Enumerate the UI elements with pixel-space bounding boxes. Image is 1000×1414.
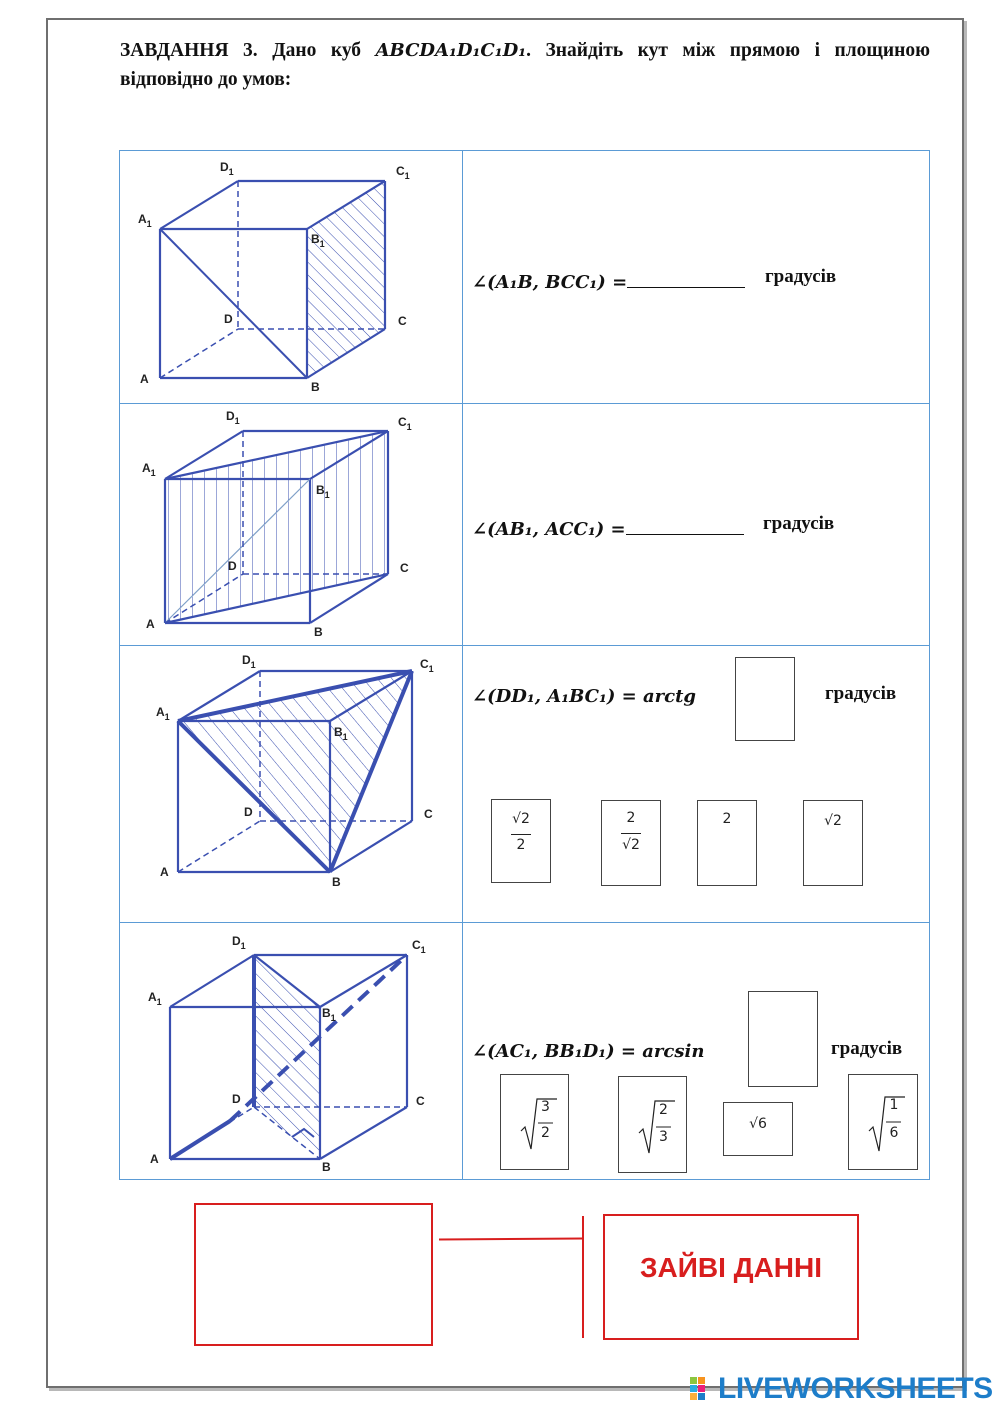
cube-figure-3 (120, 646, 462, 922)
answer-blank[interactable] (626, 516, 744, 535)
cube-figure-cell (120, 404, 463, 646)
extra-data-label: ЗАЙВІ ДАННІ (639, 1252, 823, 1283)
cube-name: ABCDA₁D₁C₁D₁ (375, 40, 527, 61)
task-heading: ЗАВДАННЯ 3. (120, 40, 258, 61)
answer-cell (463, 923, 930, 1180)
vertex-b: B (311, 380, 320, 394)
vertex-a: A (150, 1152, 159, 1166)
vertex-c1: $C_1$ (396, 164, 410, 181)
hatched-plane (254, 955, 320, 1159)
vertex-b: B (332, 875, 341, 889)
vertex-a1: $A_1$ (138, 212, 152, 229)
unit-label: градусів (765, 266, 837, 287)
vertex-c: C (424, 807, 433, 821)
cube-figure-4 (120, 923, 462, 1179)
vertex-d: D (232, 1092, 241, 1106)
drop-zone-box[interactable] (194, 1203, 433, 1346)
option-card[interactable]: 2 3 (618, 1076, 687, 1173)
vertex-a1: $A_1$ (156, 705, 170, 722)
extra-data-box (603, 1214, 859, 1340)
vertex-d1: $D_1$ (232, 934, 246, 951)
tasks-table (119, 150, 930, 1180)
vertex-c1: $C_1$ (412, 938, 426, 955)
task-intro: Дано куб (272, 40, 362, 61)
angle-expression: ∠(DD₁, A₁BC₁) = arctg (472, 686, 696, 707)
angle-expression: ∠(A₁B, BCC₁) = (472, 269, 745, 293)
angle-expression: ∠(AB₁, ACC₁) = (472, 516, 744, 540)
answer-blank[interactable] (627, 269, 745, 288)
vertex-b: B (314, 625, 323, 639)
radical-sign (619, 1077, 686, 1172)
unit-label: градусів (825, 683, 897, 704)
option-card[interactable]: 2 (697, 800, 757, 886)
answer-drop-box[interactable] (748, 991, 818, 1087)
answer-drop-box[interactable] (735, 657, 795, 741)
radical-sign (849, 1075, 917, 1169)
cube-figure-cell (120, 923, 463, 1180)
vertex-c: C (398, 314, 407, 328)
cube-figure-cell (120, 646, 463, 923)
unit-label: градусів (831, 1038, 903, 1059)
vertex-a1: $A_1$ (148, 990, 162, 1007)
answer-cell (463, 404, 930, 646)
vertex-d1: $D_1$ (242, 653, 256, 670)
vertex-c1: $C_1$ (398, 415, 412, 432)
table-row (120, 923, 930, 1180)
task-statement (120, 36, 930, 94)
option-card[interactable]: √2 (803, 800, 863, 886)
liveworksheets-logo: LIVEWORKSHEETS (718, 1372, 993, 1405)
option-card[interactable]: 3 2 (500, 1074, 569, 1170)
angle-expression: ∠(AC₁, BB₁D₁) = arcsin (472, 1041, 705, 1062)
vertex-d: D (244, 805, 253, 819)
vertex-d: D (228, 559, 237, 573)
answer-cell (463, 646, 930, 923)
hatched-plane (307, 181, 385, 378)
vertex-a1: $A_1$ (142, 461, 156, 478)
option-card[interactable]: 1 6 (848, 1074, 918, 1170)
liveworksheets-logo-icon (690, 1377, 714, 1401)
vertex-a: A (140, 372, 149, 386)
option-card[interactable]: √6 (723, 1102, 793, 1156)
table-row (120, 151, 930, 404)
vertex-b1: $B_1$ (316, 483, 330, 500)
vertex-b1: $B_1$ (311, 232, 325, 249)
vertex-b1: $B_1$ (322, 1006, 336, 1023)
divider-line (582, 1216, 584, 1338)
vertex-a: A (146, 617, 155, 631)
cube-figure-1 (120, 151, 462, 403)
vertex-a: A (160, 865, 169, 879)
unit-label: градусів (763, 513, 835, 534)
vertex-c: C (400, 561, 409, 575)
cube-figure-2 (120, 404, 462, 645)
answer-cell (463, 151, 930, 404)
vertex-d1: $D_1$ (226, 409, 240, 426)
vertex-b: B (322, 1160, 331, 1174)
vertex-d: D (224, 312, 233, 326)
option-card[interactable]: √2 2 (491, 799, 551, 883)
cube-figure-cell (120, 151, 463, 404)
vertex-b1: $B_1$ (334, 725, 348, 742)
table-row (120, 646, 930, 923)
option-card[interactable]: 2 √2 (601, 800, 661, 886)
vertex-c: C (416, 1094, 425, 1108)
task-text: . Знайдіть кут між прямою і площиною відповідно до умов: (120, 40, 931, 90)
vertex-c1: $C_1$ (420, 657, 434, 674)
table-row (120, 404, 930, 646)
radical-sign (501, 1075, 568, 1169)
vertex-d1: $D_1$ (220, 160, 234, 177)
